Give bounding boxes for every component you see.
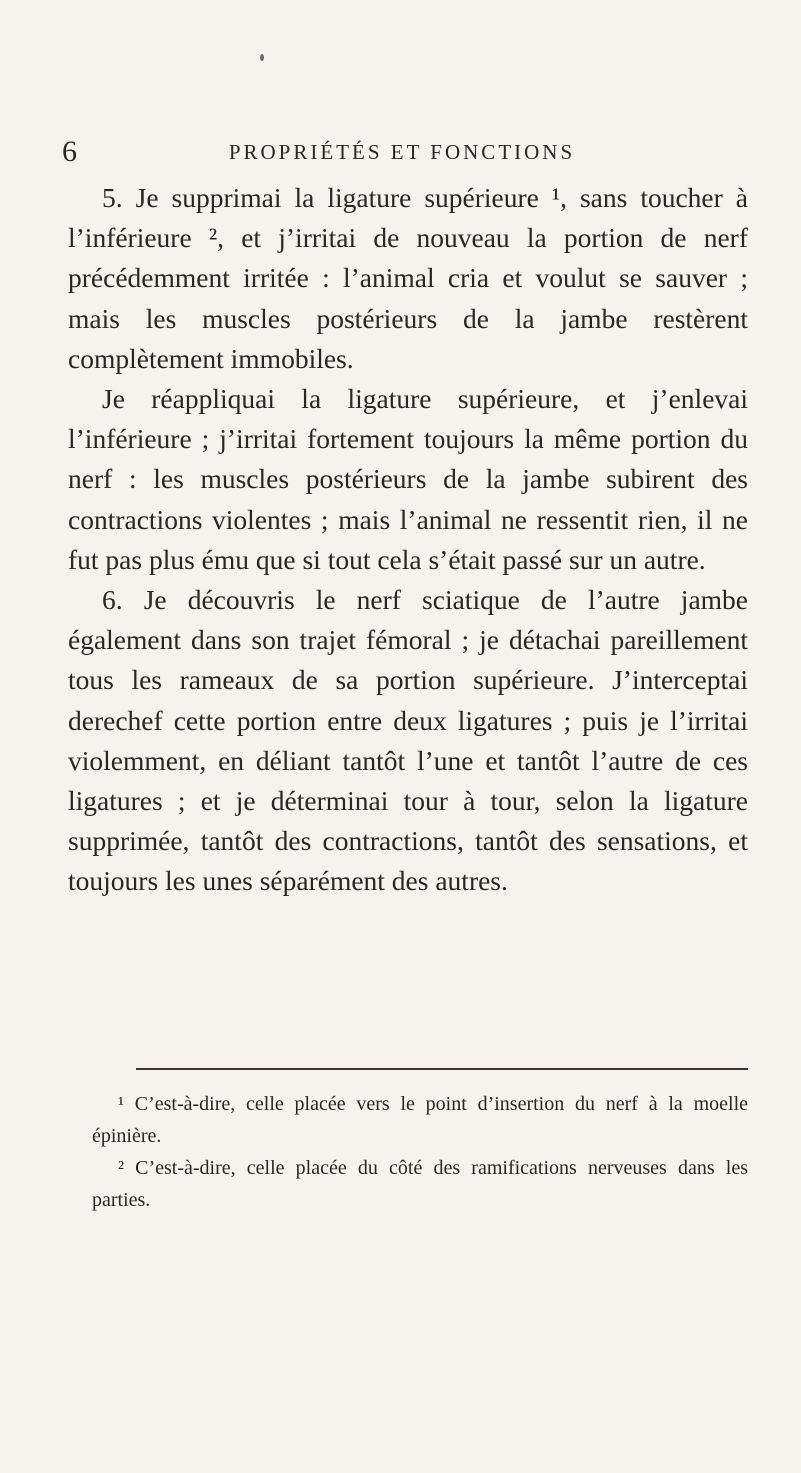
paragraph: 6. Je découvris le nerf sciatique de l’autre jambe également dans son trajet fémoral ; je détachai pareillement tous les rameaux de sa portion supérieure. J’interceptai derechef cette portion entre deux ligatures ; puis je l’irritai violemment, en déliant tantôt l’une et tantôt l’autre de ces ligatures ; et je déterminai tour à tour, selon la ligature supprimée, tantôt des contractions, tantôt des sensations, et toujours les unes séparément des autres. bbox=[68, 584, 748, 897]
page-number: 6 bbox=[62, 135, 77, 168]
footnote-rule bbox=[136, 1068, 748, 1070]
footnote: ² C’est-à-dire, celle placée du côté des ramifications nerveuses dans les parties. bbox=[92, 1157, 748, 1211]
footnote: ¹ C’est-à-dire, celle placée vers le point d’insertion du nerf à la moelle épinière. bbox=[92, 1093, 748, 1147]
paragraph: 5. Je supprimai la ligature supérieure ¹, sans toucher à l’inférieure ², et j’irritai de nouveau la portion de nerf précédemment irritée : l’animal cria et voulut se sauver ; mais les muscles postérieurs de la jambe restèrent complètement immobiles. bbox=[68, 182, 748, 374]
ink-speck bbox=[260, 54, 264, 61]
page-header bbox=[62, 132, 742, 172]
footnotes bbox=[92, 1088, 748, 1216]
running-head: PROPRIÉTÉS ET FONCTIONS bbox=[228, 140, 576, 164]
paragraph: Je réappliquai la ligature supérieure, et j’enlevai l’inférieure ; j’irritai fortement toujours la même portion du nerf : les muscles postérieurs de la jambe subirent des contractions violentes ; mais l’animal ne ressentit rien, il ne fut pas plus ému que si tout cela s’était passé sur un autre. bbox=[68, 383, 748, 575]
main-text bbox=[68, 178, 748, 902]
